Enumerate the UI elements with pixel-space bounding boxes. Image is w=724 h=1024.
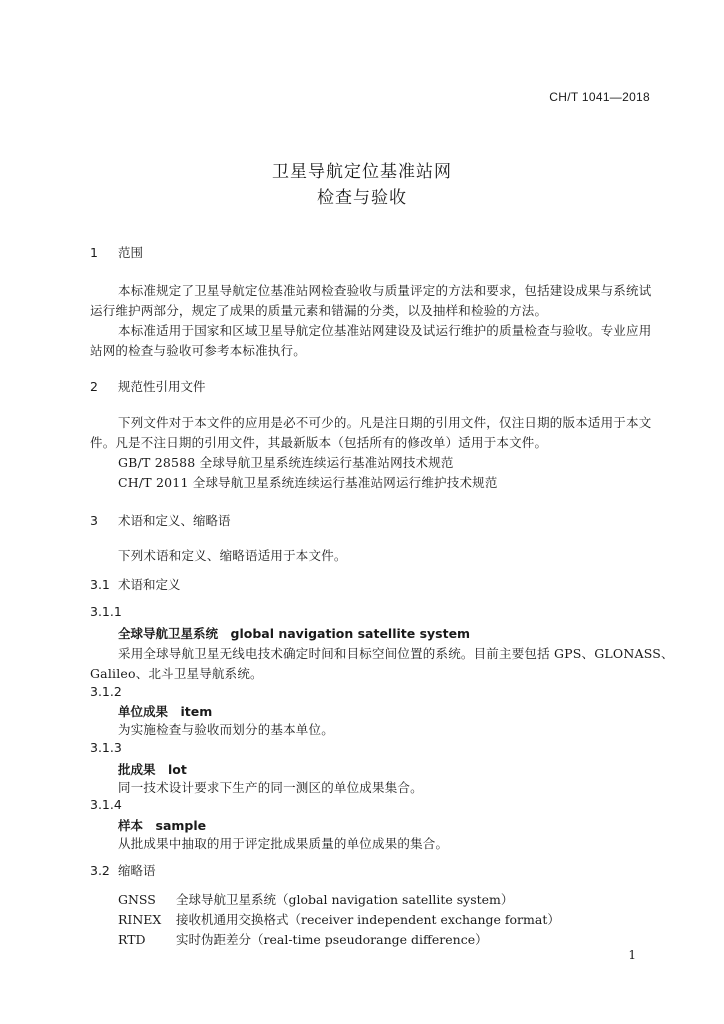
term-3-1-3-definition: 同一技术设计要求下生产的同一测区的单位成果集合。: [118, 780, 423, 795]
term-3-1-2-title: 单位成果 item: [118, 704, 213, 719]
section-1-number: 1: [90, 245, 98, 260]
term-3-1-1-definition-line2: Galileo、北斗卫星导航系统。: [90, 666, 263, 681]
term-3-1-4-number: 3.1.4: [90, 797, 122, 812]
term-3-1-3-number: 3.1.3: [90, 740, 122, 755]
section-3-1-number: 3.1: [90, 577, 110, 592]
section-3-2-title: 缩略语: [118, 863, 156, 878]
section-2-para1-line1: 下列文件对于本文件的应用是必不可少的。凡是注日期的引用文件，仅注日期的版本适用于本文: [118, 415, 652, 430]
section-3-intro: 下列术语和定义、缩略语适用于本文件。: [118, 548, 347, 563]
term-3-1-2-definition: 为实施检查与验收而划分的基本单位。: [118, 722, 334, 737]
section-3-1-title: 术语和定义: [118, 577, 181, 592]
section-2-heading: [90, 377, 206, 395]
abbreviation-row: [118, 930, 488, 948]
document-title-line1: 卫星导航定位基准站网: [272, 162, 452, 182]
standard-code: CH/T 1041—2018: [549, 90, 650, 104]
abbreviation-term: RTD: [118, 932, 146, 947]
section-1-para2-line1: 本标准适用于国家和区域卫星导航定位基准站网建设及试运行维护的质量检查与验收。专业应用: [118, 323, 652, 338]
section-1-para2-line2: 站网的检查与验收可参考本标准执行。: [90, 343, 306, 358]
section-2-title: 规范性引用文件: [118, 379, 206, 394]
section-3-title: 术语和定义、缩略语: [118, 513, 231, 528]
section-3-1-heading: [90, 575, 181, 593]
term-3-1-4-title: 样本 sample: [118, 818, 207, 833]
reference-gbt-28588: GB/T 28588 全球导航卫星系统连续运行基准站网技术规范: [118, 455, 454, 470]
abbreviation-expansion: 全球导航卫星系统（global navigation satellite system）: [176, 892, 514, 907]
section-1-para1-line1: 本标准规定了卫星导航定位基准站网检查验收与质量评定的方法和要求，包括建设成果与系统试: [118, 283, 652, 298]
abbreviation-row: [118, 910, 560, 928]
section-3-2-number: 3.2: [90, 863, 110, 878]
page-number: 1: [628, 948, 636, 962]
term-3-1-1-number: 3.1.1: [90, 604, 122, 619]
section-2-number: 2: [90, 379, 98, 394]
abbreviation-term: RINEX: [118, 912, 162, 927]
abbreviation-row: [118, 890, 513, 908]
section-3-heading: [90, 511, 231, 529]
section-3-number: 3: [90, 513, 98, 528]
abbreviation-expansion: 接收机通用交换格式（receiver independent exchange format）: [176, 912, 560, 927]
section-1-heading: [90, 243, 143, 261]
term-3-1-4-definition: 从批成果中抽取的用于评定批成果质量的单位成果的集合。: [118, 836, 449, 851]
reference-cht-2011: CH/T 2011 全球导航卫星系统连续运行基准站网运行维护技术规范: [118, 475, 498, 490]
term-3-1-3-title: 批成果 lot: [118, 762, 187, 777]
section-1-title: 范围: [118, 245, 144, 260]
abbreviation-term: GNSS: [118, 892, 156, 907]
section-2-para1-line2: 件。凡是不注日期的引用文件，其最新版本（包括所有的修改单）适用于本文件。: [90, 435, 548, 450]
term-3-1-2-number: 3.1.2: [90, 684, 122, 699]
section-1-para1-line2: 运行维护两部分，规定了成果的质量元素和错漏的分类，以及抽样和检验的方法。: [90, 303, 548, 318]
term-3-1-1-definition-line1: 采用全球导航卫星无线电技术确定时间和目标空间位置的系统。目前主要包括 GPS、GLONASS、: [118, 646, 674, 661]
abbreviation-expansion: 实时伪距差分（real-time pseudorange difference）: [176, 932, 488, 947]
term-3-1-1-title: 全球导航卫星系统 global navigation satellite system: [118, 626, 471, 641]
document-title-line2: 检查与验收: [317, 188, 407, 208]
section-3-2-heading: [90, 861, 156, 879]
